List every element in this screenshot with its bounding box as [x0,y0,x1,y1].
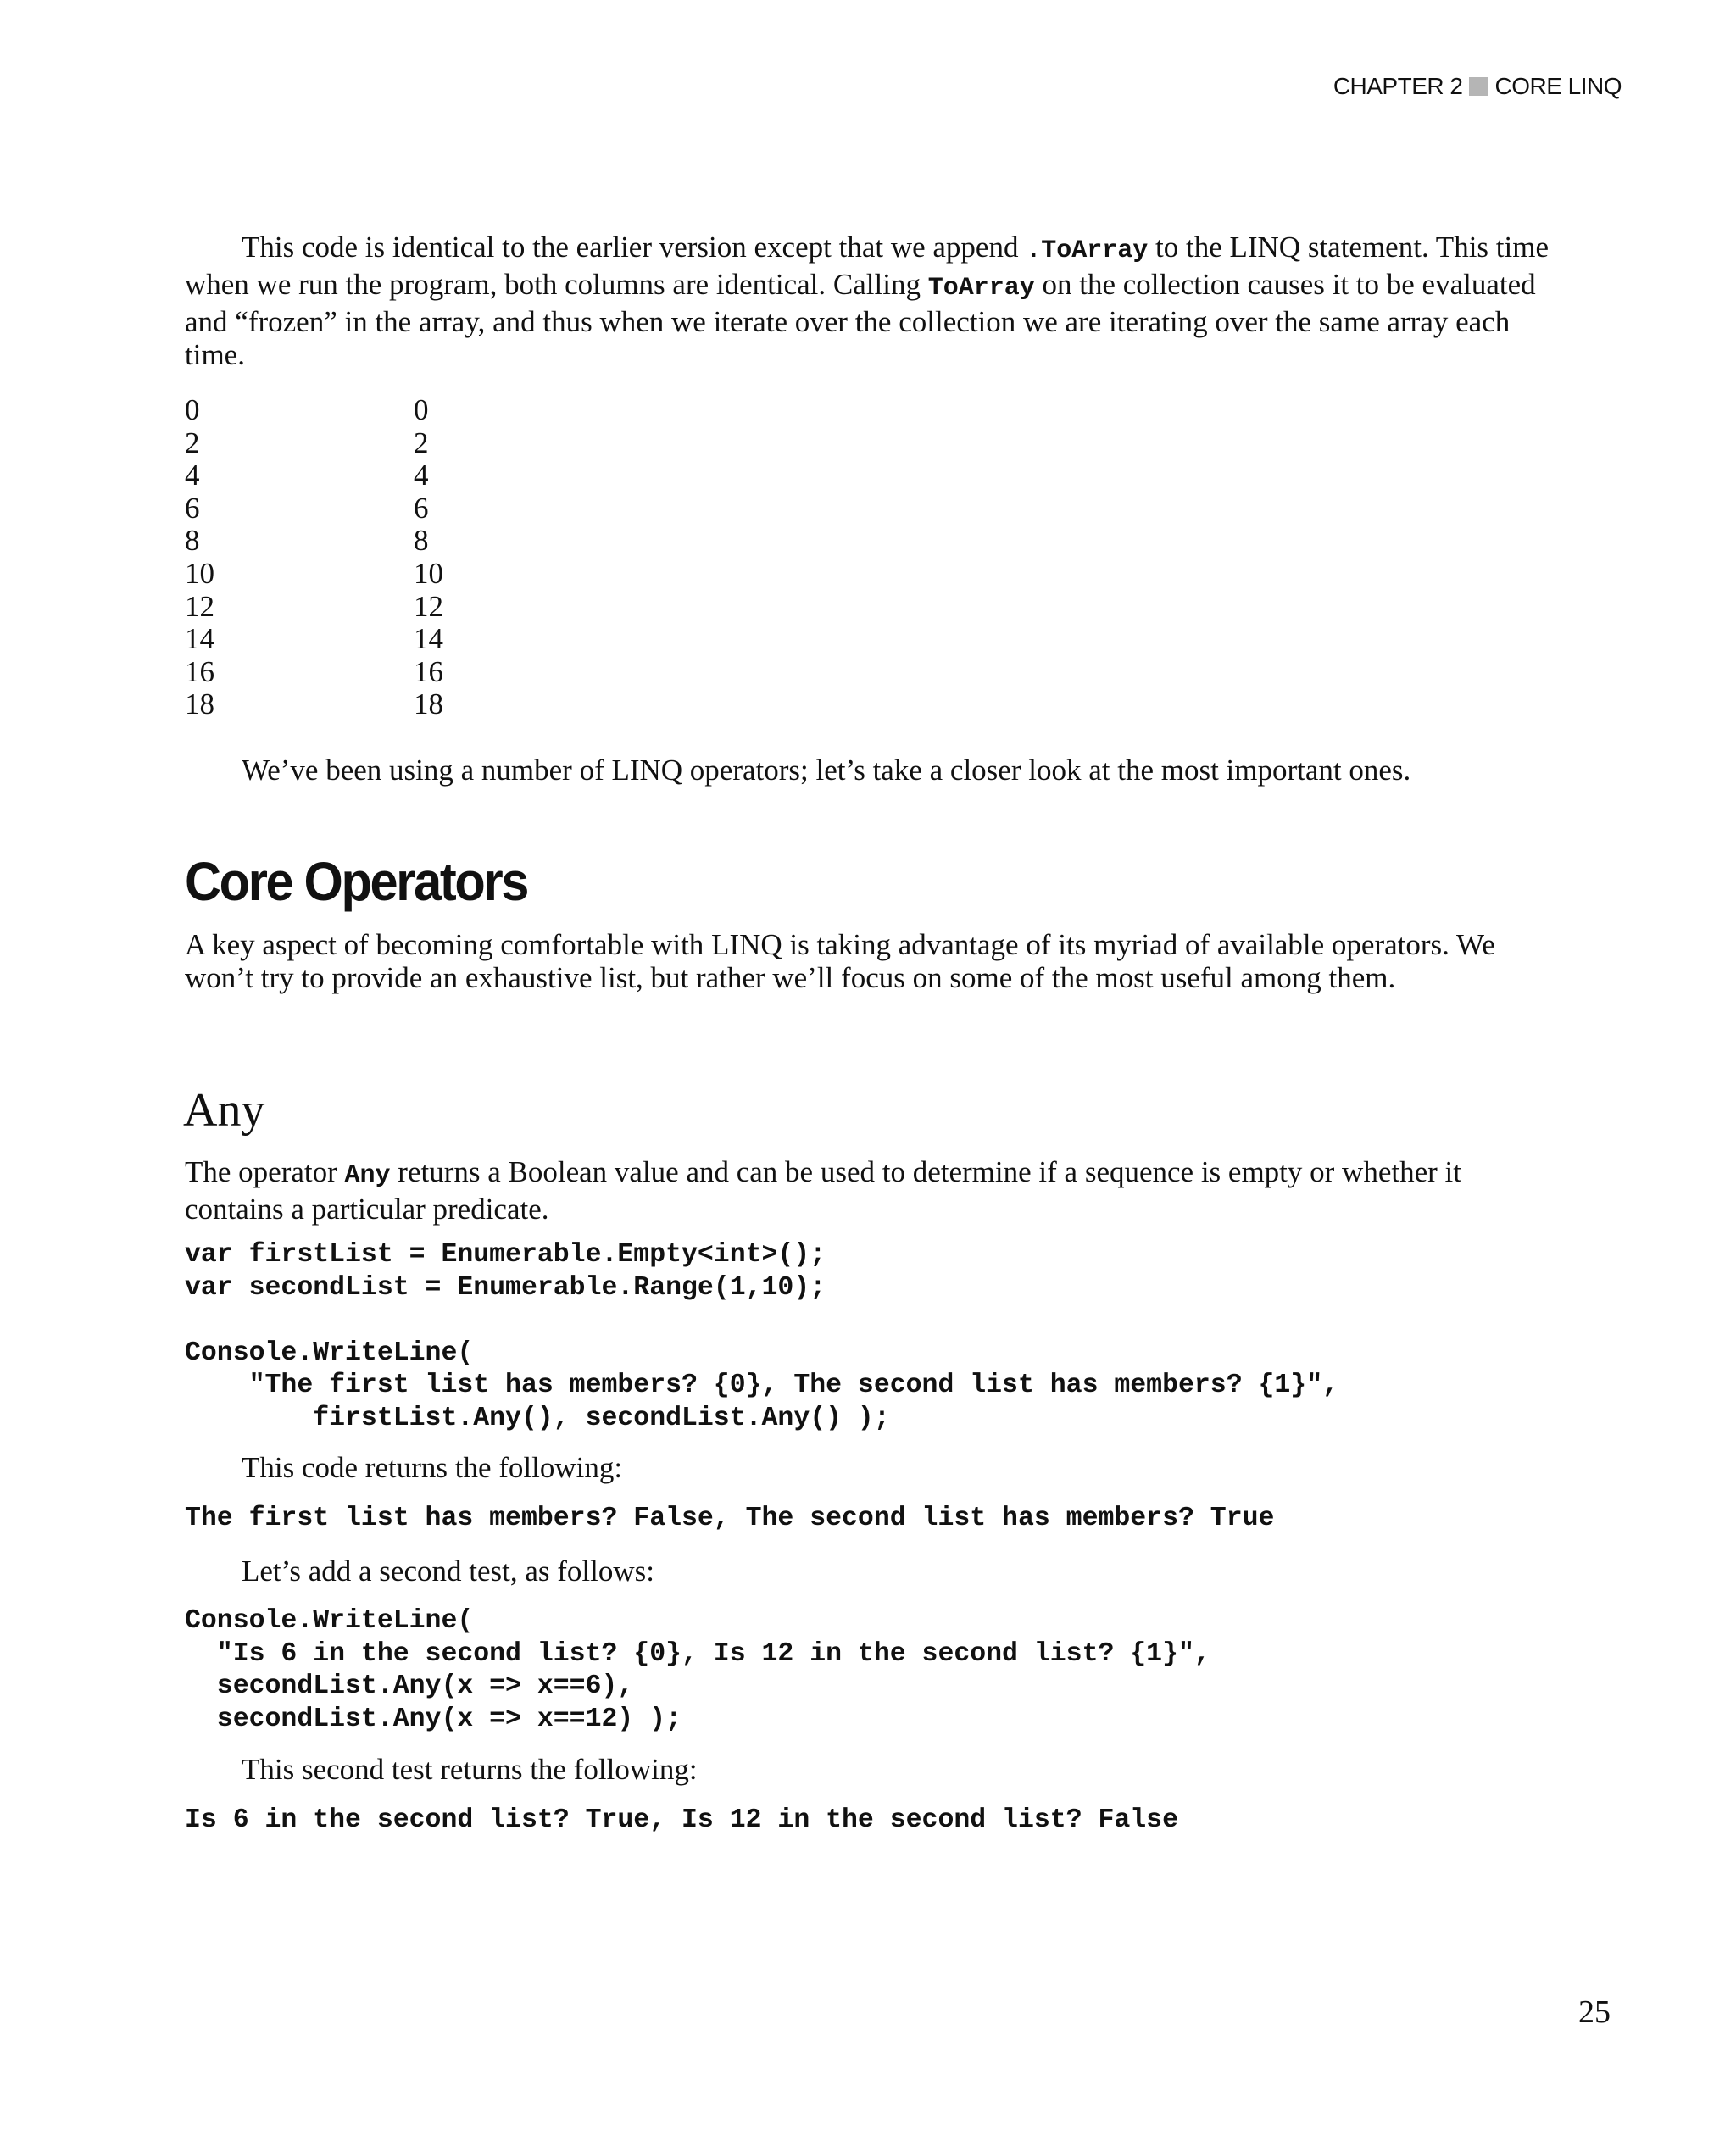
output-value: 16 [414,654,443,688]
returns-paragraph-2: This second test returns the following: [242,1753,698,1786]
any-desc-text-2: returns a Boolean value and can be used to determine if a sequence is empty or whether it contains a particular predicate. [185,1155,1461,1226]
output-value: 16 [185,654,214,688]
output-value: 10 [185,556,214,590]
returns-paragraph-1: This code returns the following: [242,1451,623,1484]
header-separator-square [1469,77,1488,96]
intro-code-toarray-2: ToArray [927,274,1035,303]
output-value: 0 [414,393,429,426]
output-value: 14 [185,622,214,656]
output-value: 6 [185,491,200,525]
output-value: 8 [185,524,200,558]
add-test-paragraph: Let’s add a second test, as follows: [242,1554,654,1588]
output-column-right [414,394,443,721]
code-block-any-predicate: Console.WriteLine( "Is 6 in the second list? {0}, Is 12 in the second list? {1}", secondList.Any(x => x==6), secondList.Any(x => x==12) ); [185,1606,1210,1734]
output-value: 10 [414,556,443,590]
output-value: 12 [414,589,443,623]
core-operators-heading: Core Operators [185,851,528,912]
intro-paragraph [185,231,1558,371]
intro-text-1: This code is identical to the earlier version except that we append [242,231,1027,264]
output-value: 18 [414,687,443,721]
output-column-left [185,394,214,721]
output-value: 4 [185,459,200,492]
any-desc-text-1: The operator [185,1155,345,1188]
output-value: 18 [185,687,214,721]
output-line-1: The first list has members? False, The second list has members? True [185,1504,1275,1533]
output-value: 8 [414,524,429,558]
any-desc-code: Any [344,1161,391,1190]
intro-code-toarray: .ToArray [1026,236,1149,265]
code-block-any-empty: var firstList = Enumerable.Empty<int>(); var secondList = Enumerable.Range(1,10); Console.WriteLine( "The first list has members? {0}, The second list has members? {1}", firstList.Any(), secondList.Any() ); [185,1240,1339,1433]
output-value: 2 [185,425,200,459]
any-description [185,1155,1558,1226]
output-value: 12 [185,589,214,623]
section-label: CORE LINQ [1494,73,1622,99]
intro-text-3: on the collection causes it to be evaluated and “frozen” in the array, and thus when we iterate over the collection we are iterating over the same array each time. [185,268,1536,371]
output-value: 0 [185,393,200,426]
running-header [1333,73,1622,100]
any-heading: Any [183,1084,265,1137]
core-operators-paragraph: A key aspect of becoming comfortable with LINQ is taking advantage of its myriad of available operators. We won’t try to provide an exhaustive list, but rather we’ll focus on some of the most useful among them. [185,928,1495,994]
output-value: 2 [414,425,429,459]
output-line-2: Is 6 in the second list? True, Is 12 in the second list? False [185,1805,1178,1835]
output-value: 14 [414,622,443,656]
output-value: 6 [414,491,429,525]
transition-paragraph: We’ve been using a number of LINQ operators; let’s take a closer look at the most important ones. [242,754,1411,787]
output-value: 4 [414,459,429,492]
chapter-label: CHAPTER 2 [1333,73,1463,99]
page-number: 25 [1578,1994,1611,2030]
intro-text-2: to the LINQ statement. This time when we run the program, both columns are identical. Calling [185,231,1549,301]
